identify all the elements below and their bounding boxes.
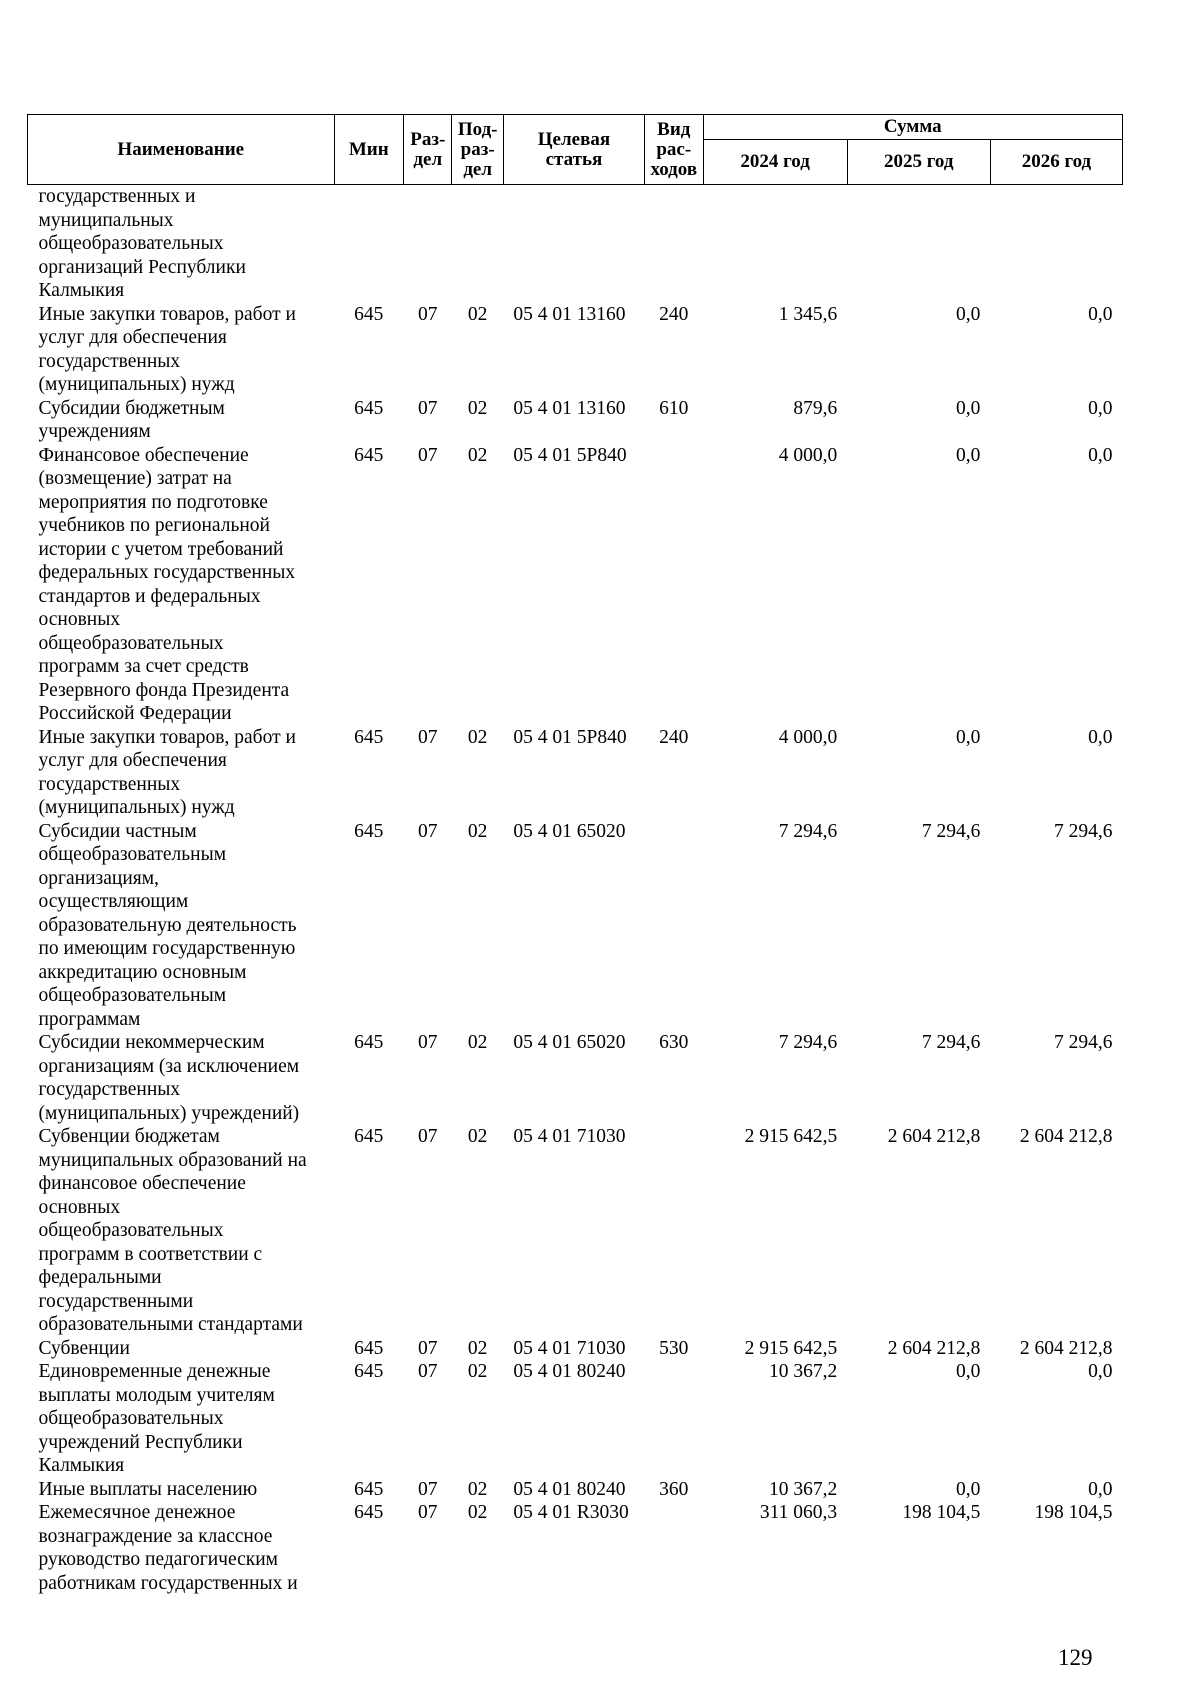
- row-2024: 2 915 642,5: [744, 1337, 838, 1359]
- table-header: [28, 115, 1123, 185]
- row-vid: [645, 1501, 703, 1595]
- row-2026: 0,0: [1088, 444, 1113, 466]
- table-row: [28, 1478, 1123, 1502]
- row-name: Субвенции бюджетам муниципальных образований на финансовое обеспечение основных общеобразовательных программ в соответствии с федеральными государственными образовательными стандартами: [38, 1126, 307, 1335]
- row-podrazdel: 02: [467, 1126, 488, 1147]
- row-razdel: [404, 185, 452, 303]
- row-2025: 7 294,6: [921, 1032, 981, 1053]
- header-celevaya: [503, 115, 644, 185]
- table-row: [28, 1125, 1123, 1337]
- row-razdel: 07: [418, 1337, 438, 1359]
- row-celevaya: 05 4 01 5Р840: [513, 444, 627, 466]
- table-row: [28, 1501, 1123, 1595]
- row-name: Единовременные денежные выплаты молодым учителям общеобразовательных учреждений Республики Калмыкия: [38, 1361, 275, 1476]
- row-2025: 2 604 212,8: [887, 1337, 981, 1359]
- header-min: Мин: [334, 115, 404, 185]
- row-2026: 2 604 212,8: [1019, 1126, 1113, 1147]
- row-min: 645: [354, 397, 384, 419]
- row-name: Финансовое обеспечение (возмещение) затрат на мероприятия по подготовке учебников по региональной истории с учетом требований федеральных государственных стандартов и федеральных основных общеобразовательных программ за счет средств Резервного фонда Президента Российской Федерации: [38, 444, 296, 724]
- row-name: Ежемесячное денежное вознаграждение за классное руководство педагогическим работникам государственных и: [38, 1502, 298, 1594]
- row-celevaya: 05 4 01 71030: [513, 1337, 626, 1359]
- row-razdel: 07: [418, 1478, 438, 1500]
- row-2026: 198 104,5: [1034, 1502, 1113, 1523]
- row-vid: 360: [659, 1478, 689, 1500]
- row-2025: 198 104,5: [902, 1502, 981, 1523]
- row-2025: 0,0: [955, 1478, 981, 1500]
- table-body: [28, 185, 1123, 1596]
- row-vid: [645, 444, 703, 726]
- row-vid: 610: [659, 397, 689, 419]
- header-2026: 2026 год: [990, 140, 1122, 185]
- row-2026: 0,0: [1088, 303, 1113, 325]
- row-vid: [645, 820, 703, 1032]
- table-row: [28, 820, 1123, 1032]
- row-name: Субсидии некоммерческим организациям (за исключением государственных (муниципальных) учреждений): [38, 1032, 300, 1124]
- row-min: 645: [354, 444, 384, 466]
- row-vid: [645, 1360, 703, 1478]
- row-razdel: 07: [418, 1126, 438, 1147]
- row-razdel: 07: [418, 303, 438, 325]
- row-celevaya: 05 4 01 65020: [513, 820, 626, 842]
- row-2024: 1 345,6: [778, 303, 838, 325]
- row-celevaya: 05 4 01 65020: [513, 1032, 626, 1053]
- row-name: Субсидии бюджетным учреждениям: [38, 397, 225, 442]
- table-row: [28, 444, 1123, 726]
- table-row: [28, 397, 1123, 444]
- row-vid: 630: [659, 1032, 689, 1053]
- header-celevaya-text: Целевая статья: [537, 128, 611, 170]
- budget-table: [27, 114, 1123, 1595]
- row-2026: 0,0: [1088, 1361, 1113, 1382]
- row-name: Иные закупки товаров, работ и услуг для обеспечения государственных (муниципальных) нужд: [38, 303, 296, 395]
- row-2026: 2 604 212,8: [1019, 1337, 1113, 1359]
- row-2024: 7 294,6: [778, 1032, 838, 1053]
- row-celevaya: 05 4 01 13160: [513, 303, 626, 325]
- row-vid: [645, 1125, 703, 1337]
- header-2024: 2024 год: [703, 140, 847, 185]
- row-celevaya: [503, 185, 644, 303]
- row-razdel: 07: [418, 1361, 438, 1382]
- row-razdel: 07: [418, 397, 438, 419]
- row-podrazdel: 02: [467, 444, 488, 466]
- row-2026: 0,0: [1088, 1478, 1113, 1500]
- row-name: Субсидии частным общеобразовательным организациям, осуществляющим образовательную деятельность по имеющим государственную аккредитацию основным общеобразовательным программам: [38, 820, 297, 1030]
- row-2026: 7 294,6: [1054, 820, 1113, 842]
- row-2026: 0,0: [1088, 726, 1113, 748]
- row-2024: 879,6: [793, 397, 838, 419]
- row-2024: 4 000,0: [778, 726, 838, 748]
- row-podrazdel: 02: [467, 1361, 488, 1382]
- row-min: 645: [354, 1478, 384, 1500]
- header-podrazdel-text: Под- раз- дел: [457, 118, 498, 180]
- row-2025: [847, 185, 990, 303]
- row-podrazdel: 02: [467, 1502, 488, 1523]
- row-name: Иные закупки товаров, работ и услуг для обеспечения государственных (муниципальных) нужд: [38, 726, 296, 818]
- row-2026: 7 294,6: [1054, 1032, 1113, 1053]
- row-razdel: 07: [418, 444, 438, 466]
- row-2024: [703, 185, 847, 303]
- row-min: 645: [354, 1502, 384, 1523]
- table-row: [28, 1360, 1123, 1478]
- row-celevaya: 05 4 01 R3030: [513, 1502, 629, 1523]
- table-row: [28, 303, 1123, 397]
- row-2024: 7 294,6: [778, 820, 838, 842]
- row-2024: 10 367,2: [768, 1478, 838, 1500]
- row-podrazdel: 02: [467, 397, 488, 419]
- row-razdel: 07: [418, 1032, 438, 1053]
- header-podrazdel: [452, 115, 503, 185]
- row-2025: 0,0: [955, 726, 981, 748]
- row-min: 645: [354, 1126, 384, 1147]
- row-2026: 0,0: [1088, 397, 1113, 419]
- row-podrazdel: 02: [467, 1337, 488, 1359]
- page-number: 129: [1058, 1645, 1093, 1670]
- row-2026: [990, 185, 1122, 303]
- header-razdel-text: Раз- дел: [410, 128, 446, 170]
- row-2025: 0,0: [955, 1361, 981, 1382]
- row-razdel: 07: [418, 820, 438, 842]
- row-2025: 0,0: [955, 303, 981, 325]
- row-2025: 7 294,6: [921, 820, 981, 842]
- header-name: Наименование: [28, 115, 335, 185]
- header-vid: [645, 115, 703, 185]
- row-podrazdel: 02: [467, 1478, 488, 1500]
- row-min: 645: [354, 1361, 384, 1382]
- row-min: 645: [354, 303, 384, 325]
- row-podrazdel: 02: [467, 303, 488, 325]
- row-vid: 240: [659, 303, 689, 325]
- row-podrazdel: [452, 185, 503, 303]
- table-row: [28, 1031, 1123, 1125]
- row-min: 645: [354, 820, 384, 842]
- row-2024: 4 000,0: [778, 444, 838, 466]
- row-2025: 2 604 212,8: [887, 1126, 981, 1147]
- row-min: 645: [354, 726, 384, 748]
- row-celevaya: 05 4 01 71030: [513, 1126, 626, 1147]
- row-podrazdel: 02: [467, 820, 488, 842]
- row-min: [334, 185, 404, 303]
- row-vid: 240: [659, 726, 689, 748]
- row-celevaya: 05 4 01 80240: [513, 1478, 626, 1500]
- row-celevaya: 05 4 01 13160: [513, 397, 626, 419]
- row-min: 645: [354, 1337, 384, 1359]
- header-2025: 2025 год: [847, 140, 990, 185]
- row-vid: 530: [659, 1337, 689, 1359]
- row-celevaya: 05 4 01 80240: [513, 1361, 626, 1382]
- row-2024: 10 367,2: [768, 1361, 838, 1382]
- row-2025: 0,0: [955, 444, 981, 466]
- row-min: 645: [354, 1032, 384, 1053]
- row-podrazdel: 02: [467, 1032, 488, 1053]
- row-name: Иные выплаты населению: [38, 1478, 258, 1500]
- row-vid: [645, 185, 703, 303]
- row-name: государственных и муниципальных общеобразовательных организаций Республики Калмыкия: [38, 186, 246, 301]
- row-2024: 2 915 642,5: [744, 1126, 838, 1147]
- row-2024: 311 060,3: [759, 1502, 838, 1523]
- header-razdel: [404, 115, 452, 185]
- row-podrazdel: 02: [467, 726, 488, 748]
- row-razdel: 07: [418, 1502, 438, 1523]
- budget-table-page: [27, 114, 1123, 1595]
- row-name: Субвенции: [38, 1337, 130, 1359]
- table-row: [28, 185, 1123, 303]
- row-razdel: 07: [418, 726, 438, 748]
- header-summa: Сумма: [703, 115, 1122, 140]
- table-row: [28, 1337, 1123, 1361]
- row-celevaya: 05 4 01 5Р840: [513, 726, 627, 748]
- row-2025: 0,0: [955, 397, 981, 419]
- table-row: [28, 726, 1123, 820]
- header-vid-text: Вид рас- ходов: [650, 118, 698, 180]
